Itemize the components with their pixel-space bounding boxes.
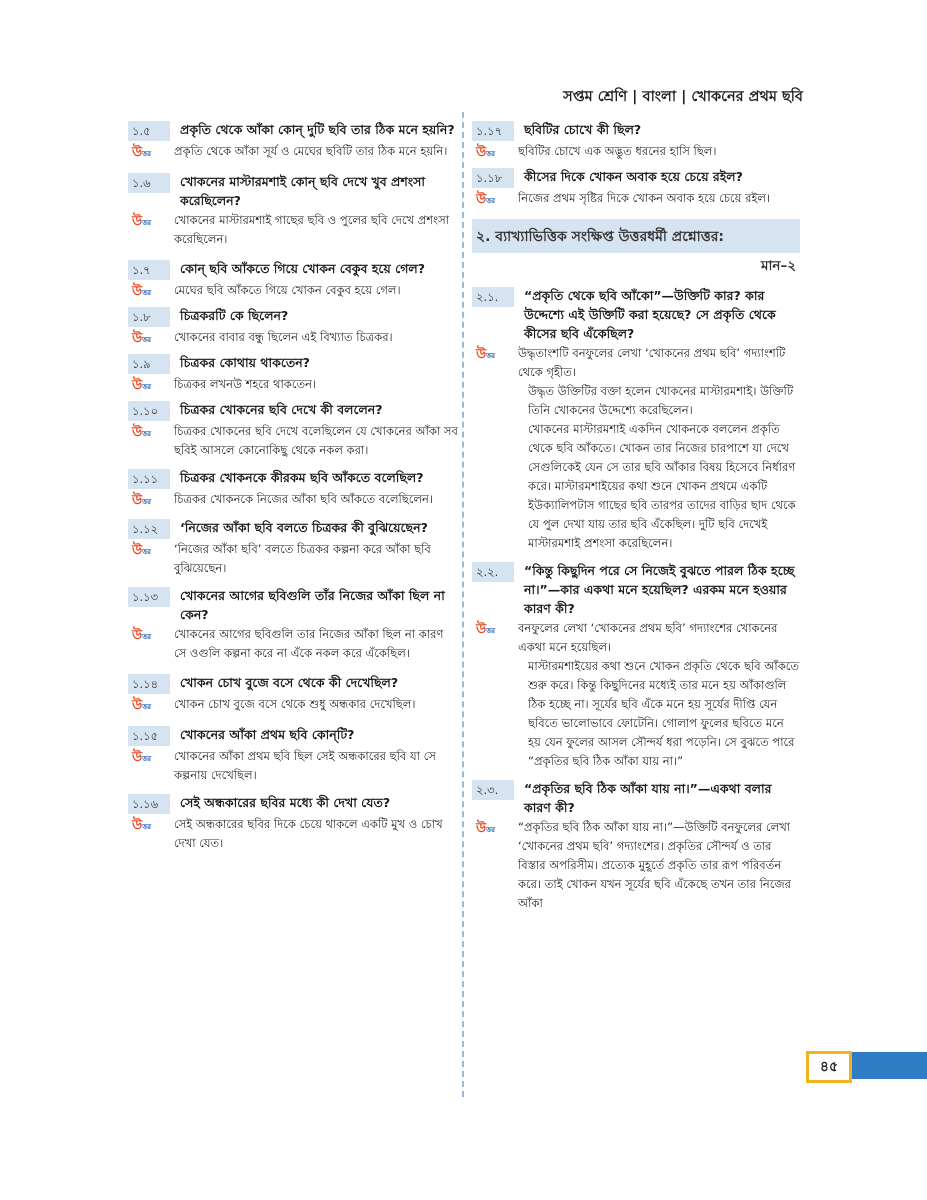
question-text: চিত্রকর কোথায় থাকতেন? bbox=[180, 355, 310, 370]
answer-icon-sub: ত্তর bbox=[142, 498, 151, 506]
page-number-bar bbox=[852, 1052, 927, 1079]
qa-block bbox=[472, 286, 800, 553]
question-number: ১.৭ bbox=[128, 260, 170, 280]
question-text: খোকন চোখ বুজে বসে থেকে কী দেখেছিল? bbox=[180, 675, 399, 690]
answer-icon bbox=[132, 424, 160, 442]
qa-block bbox=[472, 561, 800, 771]
answer-text: বনফুলের লেখা ‘খোকনের প্রথম ছবি’ গদ্যাংশের খোকনের একথা মনে হয়েছিল। bbox=[518, 621, 778, 654]
answer-icon bbox=[132, 627, 160, 645]
answer-row bbox=[128, 490, 458, 510]
answer-icon bbox=[476, 820, 504, 838]
question-text: “প্রকৃতি থেকে ছবি আঁকো”—উক্তিটি কার? কার উদ্দেশ্যে এই উক্তিটি করা হয়েছে? সে প্রকৃতি থেকে কীসের ছবি এঁকেছিল? bbox=[524, 288, 776, 341]
answer-icon bbox=[132, 542, 160, 560]
answer-row bbox=[128, 211, 458, 249]
answer-icon-letter: উ bbox=[132, 698, 143, 713]
answer-icon-letter: উ bbox=[132, 493, 143, 508]
question-row bbox=[128, 259, 458, 280]
answer-paragraph: খোকনের মাস্টারমশাই একদিন খোকনকে বললেন প্রকৃতি থেকে ছবি আঁকতে। খোকন তার নিজের চারপাশে যা দেখে সেগুলিকেই যেন সে তার ছবি আঁকার বিষয় হিসেবে নির্ধারণ করে। মাস্টারমশাইয়ের কথা শুনে খোকন প্রথমে একটি ইউক্যালিপটাস গাছের ছবি তারপর তাদের বাড়ির ছাদ থেকে যে পুল দেখা যায় তার ছবি এঁকেছিল। দুটি ছবি দেখেই মাস্টারমশাই প্রশংসা করেছিলেন। bbox=[528, 422, 796, 550]
question-row bbox=[128, 353, 458, 374]
question-text: “প্রকৃতির ছবি ঠিক আঁকা যায় না।”—একথা বলার কারণ কী? bbox=[524, 781, 772, 815]
question-row bbox=[472, 120, 800, 141]
answer-icon-letter: উ bbox=[476, 622, 487, 637]
question-text: চিত্রকর খোকনের ছবি দেখে কী বললেন? bbox=[180, 402, 383, 417]
answer-row bbox=[128, 540, 458, 578]
answer-row bbox=[472, 142, 800, 162]
qa-block bbox=[128, 306, 458, 348]
qa-block bbox=[128, 793, 458, 853]
question-row bbox=[128, 793, 458, 814]
question-row bbox=[472, 561, 800, 618]
question-row bbox=[128, 306, 458, 327]
answer-text: নিজের প্রথম সৃষ্টির দিকে খোকন অবাক হয়ে চেয়ে রইল। bbox=[518, 191, 771, 205]
answer-icon-sub: ত্তর bbox=[142, 150, 151, 158]
answer-icon-letter: উ bbox=[132, 284, 143, 299]
question-row bbox=[128, 172, 458, 210]
qa-block bbox=[128, 518, 458, 578]
question-number: ১.১৭ bbox=[472, 121, 514, 141]
question-text: চিত্রকর খোকনকে কীরকম ছবি আঁকতে বলেছিল? bbox=[180, 470, 424, 485]
question-number: ১.১৪ bbox=[128, 674, 170, 694]
answer-icon-sub: ত্তর bbox=[142, 633, 151, 641]
answer-icon-sub: ত্তর bbox=[142, 548, 151, 556]
answer-icon-sub: ত্তর bbox=[486, 352, 495, 360]
answer-icon-letter: উ bbox=[132, 145, 143, 160]
answer-icon bbox=[132, 330, 160, 348]
answer-text: চিত্রকর লখনউ শহরে থাকতেন। bbox=[174, 377, 317, 391]
question-number: ১.১০ bbox=[128, 401, 170, 421]
answer-icon-sub: ত্তর bbox=[142, 289, 151, 297]
answer-icon bbox=[132, 213, 160, 231]
answer-icon bbox=[132, 817, 160, 835]
question-row bbox=[128, 725, 458, 746]
question-row bbox=[128, 673, 458, 694]
qa-block bbox=[128, 400, 458, 460]
page-number: ৪৫ bbox=[806, 1051, 852, 1083]
answer-row bbox=[128, 328, 458, 348]
answer-row bbox=[472, 818, 800, 913]
question-text: ছবিটির চোখে কী ছিল? bbox=[524, 122, 642, 137]
question-text: কোন্ ছবি আঁকতে গিয়ে খোকন বেকুব হয়ে গেল? bbox=[180, 261, 425, 276]
answer-icon bbox=[132, 377, 160, 395]
answer-icon-letter: উ bbox=[476, 192, 487, 207]
answer-icon-sub: ত্তর bbox=[142, 703, 151, 711]
question-number: ১.৫ bbox=[128, 121, 170, 141]
answer-icon-sub: ত্তর bbox=[486, 197, 495, 205]
answer-icon bbox=[132, 144, 160, 162]
answer-paragraph: উদ্ধৃত উক্তিটির বক্তা হলেন খোকনের মাস্টারমশাই। উক্তিটি তিনি খোকনের উদ্দেশ্যে করেছিলেন। bbox=[528, 384, 794, 417]
question-text: খোকনের আঁকা প্রথম ছবি কোন্‌টি? bbox=[180, 727, 355, 742]
question-number: ১.১২ bbox=[128, 519, 170, 539]
answer-icon bbox=[132, 749, 160, 767]
column-divider bbox=[462, 112, 464, 1097]
answer-text: সেই অন্ধকারের ছবির দিকে চেয়ে থাকলে একটি মুখ ও চোখ দেখা যেত। bbox=[174, 817, 443, 850]
answer-icon bbox=[476, 191, 504, 209]
question-number: ১.৮ bbox=[128, 307, 170, 327]
question-row bbox=[128, 468, 458, 489]
question-text: প্রকৃতি থেকে আঁকা কোন্ দুটি ছবি তার ঠিক মনে হয়নি? bbox=[180, 122, 455, 137]
answer-text: উদ্ধৃতাংশটি বনফুলের লেখা ‘খোকনের প্রথম ছবি’ গদ্যাংশটি থেকে গৃহীত। bbox=[518, 346, 786, 379]
question-row bbox=[472, 286, 800, 343]
question-number: ১.১৮ bbox=[472, 168, 514, 188]
question-number: ২.১. bbox=[472, 287, 514, 307]
section-title: ২. ব্যাখ্যাভিত্তিক সংক্ষিপ্ত উত্তরধর্মী প্রশ্নোত্তর: bbox=[472, 219, 800, 253]
answer-text: চিত্রকর খোকনের ছবি দেখে বলেছিলেন যে খোকনের আঁকা সব ছবিই আসলে কোনোকিছু থেকে নকল করা। bbox=[174, 424, 458, 457]
question-text: চিত্রকরটি কে ছিলেন? bbox=[180, 308, 289, 323]
qa-block bbox=[128, 259, 458, 301]
answer-icon-letter: উ bbox=[132, 378, 143, 393]
answer-icon-letter: উ bbox=[132, 543, 143, 558]
answer-icon-sub: ত্তর bbox=[142, 430, 151, 438]
answer-icon bbox=[132, 697, 160, 715]
question-row bbox=[472, 167, 800, 188]
answer-row bbox=[472, 619, 800, 657]
answer-icon-letter: উ bbox=[132, 331, 143, 346]
answer-icon-letter: উ bbox=[132, 750, 143, 765]
question-number: ২.৩. bbox=[472, 780, 514, 800]
question-row bbox=[128, 120, 458, 141]
question-number: ২.২. bbox=[472, 562, 514, 582]
answer-icon bbox=[476, 346, 504, 364]
right-column bbox=[472, 115, 800, 913]
answer-icon-sub: ত্তর bbox=[142, 755, 151, 763]
question-text: কীসের দিকে খোকন অবাক হয়ে চেয়ে রইল? bbox=[524, 169, 743, 184]
answer-icon-sub: ত্তর bbox=[486, 150, 495, 158]
answer-text: খোকন চোখ বুজে বসে থেকে শুধু অন্ধকার দেখেছিল। bbox=[174, 697, 416, 711]
qa-block bbox=[472, 167, 800, 209]
answer-text: খোকনের আঁকা প্রথম ছবি ছিল সেই অন্ধকারের ছবি যা সে কল্পনায় দেখেছিল। bbox=[174, 749, 436, 782]
answer-text: “প্রকৃতির ছবি ঠিক আঁকা যায় না।”—উক্তিটি বনফুলের লেখা ‘খোকনের প্রথম ছবি’ গদ্যাংশের। প্রকৃতির সৌন্দর্য ও তার বিস্তার অপরিসীম। প্রত্যেক মুহূর্তে প্রকৃতি তার রূপ পরিবর্তন করে। তাই খোকন যখন সূর্যের ছবি এঁকেছে তখন তার নিজের আঁকা bbox=[518, 820, 792, 910]
qa-block bbox=[472, 779, 800, 913]
answer-row bbox=[472, 344, 800, 382]
question-row bbox=[128, 586, 458, 624]
qa-block bbox=[128, 673, 458, 715]
qa-block bbox=[128, 725, 458, 785]
question-text: খোকনের মাস্টারমশাই কোন্ ছবি দেখে খুব প্রশংসা করেছিলেন? bbox=[180, 174, 426, 208]
question-number: ১.৯ bbox=[128, 354, 170, 374]
answer-text: প্রকৃতি থেকে আঁকা সূর্য ও মেঘের ছবিটি তার ঠিক মনে হয়নি। bbox=[174, 144, 448, 158]
answer-row bbox=[128, 695, 458, 715]
answer-icon-sub: ত্তর bbox=[486, 826, 495, 834]
answer-row bbox=[128, 815, 458, 853]
answer-text: চিত্রকর খোকনকে নিজের আঁকা ছবি আঁকতে বলেছিলেন। bbox=[174, 492, 433, 506]
answer-text: ছবিটির চোখে এক অদ্ভুত ধরনের হাসি ছিল। bbox=[518, 144, 717, 158]
answer-icon bbox=[132, 283, 160, 301]
page-header: সপ্তম শ্রেণি | বাংলা | খোকনের প্রথম ছবি bbox=[563, 89, 803, 105]
answer-icon bbox=[476, 621, 504, 639]
qa-block bbox=[128, 172, 458, 249]
section-marks: মান–২ bbox=[761, 258, 796, 274]
answer-paragraph: মাস্টারমশাইয়ের কথা শুনে খোকন প্রকৃতি থেকে ছবি আঁকতে শুরু করে। কিন্তু কিছুদিনের মধ্যেই তার মনে হয় আঁকাগুলি ঠিক হচ্ছে না। সূর্যের ছবি এঁকে মনে হয় সূর্যের দীপ্তি যেন ছবিতে ভালোভাবে ফোটেনি। গোলাপ ফুলের ছবিতে মনে হয় যেন ফুলের আসল সৌন্দর্য ধরা পড়েনি। সে বুঝতে পারে “প্রকৃতির ছবি ঠিক আঁকা যায় না।” bbox=[528, 659, 800, 768]
answer-icon-letter: উ bbox=[132, 214, 143, 229]
answer-icon-letter: উ bbox=[476, 821, 487, 836]
answer-row bbox=[128, 142, 458, 162]
answer-icon bbox=[132, 492, 160, 510]
answer-row bbox=[128, 375, 458, 395]
answer-icon-sub: ত্তর bbox=[142, 823, 151, 831]
answer-icon-sub: ত্তর bbox=[142, 219, 151, 227]
question-text: ‘নিজের আঁকা ছবি বলতে চিত্রকর কী বুঝিয়েছেন? bbox=[180, 520, 428, 535]
answer-row bbox=[128, 747, 458, 785]
qa-block bbox=[128, 586, 458, 663]
qa-block bbox=[472, 120, 800, 162]
answer-icon-letter: উ bbox=[476, 347, 487, 362]
question-row bbox=[472, 779, 800, 817]
question-row bbox=[128, 400, 458, 421]
question-text: সেই অন্ধকারের ছবির মধ্যে কী দেখা যেত? bbox=[180, 795, 391, 810]
answer-row bbox=[472, 189, 800, 209]
question-number: ১.১৫ bbox=[128, 726, 170, 746]
answer-icon-sub: ত্তর bbox=[142, 336, 151, 344]
answer-icon-letter: উ bbox=[476, 145, 487, 160]
answer-icon-sub: ত্তর bbox=[142, 383, 151, 391]
question-number: ১.৬ bbox=[128, 173, 170, 193]
answer-icon-sub: ত্তর bbox=[486, 627, 495, 635]
answer-row bbox=[128, 625, 458, 663]
question-text: “কিন্তু কিছুদিন পরে সে নিজেই বুঝতে পারল ঠিক হচ্ছে না।”—কার একথা মনে হয়েছিল? এরকম মনে হওয়ার কারণ কী? bbox=[524, 563, 795, 616]
answer-text: মেঘের ছবি আঁকতে গিয়ে খোকন বেকুব হয়ে গেল। bbox=[174, 283, 401, 297]
answer-row bbox=[128, 281, 458, 301]
question-row bbox=[128, 518, 458, 539]
answer-icon-letter: উ bbox=[132, 628, 143, 643]
question-text: খোকনের আগের ছবিগুলি তাঁর নিজের আঁকা ছিল না কেন? bbox=[180, 588, 445, 622]
qa-block bbox=[128, 468, 458, 510]
qa-block bbox=[128, 353, 458, 395]
answer-icon-letter: উ bbox=[132, 818, 143, 833]
left-column bbox=[128, 115, 458, 853]
question-number: ১.১৩ bbox=[128, 587, 170, 607]
question-number: ১.১১ bbox=[128, 469, 170, 489]
qa-block bbox=[128, 120, 458, 162]
answer-icon bbox=[476, 144, 504, 162]
answer-row bbox=[128, 422, 458, 460]
answer-text: খোকনের বাবার বন্ধু ছিলেন এই বিখ্যাত চিত্রকর। bbox=[174, 330, 393, 344]
answer-text: খোকনের আগের ছবিগুলি তার নিজের আঁকা ছিল না কারণ সে ওগুলি কল্পনা করে না এঁকে নকল করে এঁকেছিল। bbox=[174, 627, 444, 660]
question-number: ১.১৬ bbox=[128, 794, 170, 814]
answer-text: খোকনের মাস্টারমশাই গাছের ছবি ও পুলের ছবি দেখে প্রশংসা করেছিলেন। bbox=[174, 213, 450, 246]
answer-icon-letter: উ bbox=[132, 425, 143, 440]
answer-text: ‘নিজের আঁকা ছবি’ বলতে চিত্রকর কল্পনা করে আঁকা ছবি বুঝিয়েছেন। bbox=[174, 542, 431, 575]
